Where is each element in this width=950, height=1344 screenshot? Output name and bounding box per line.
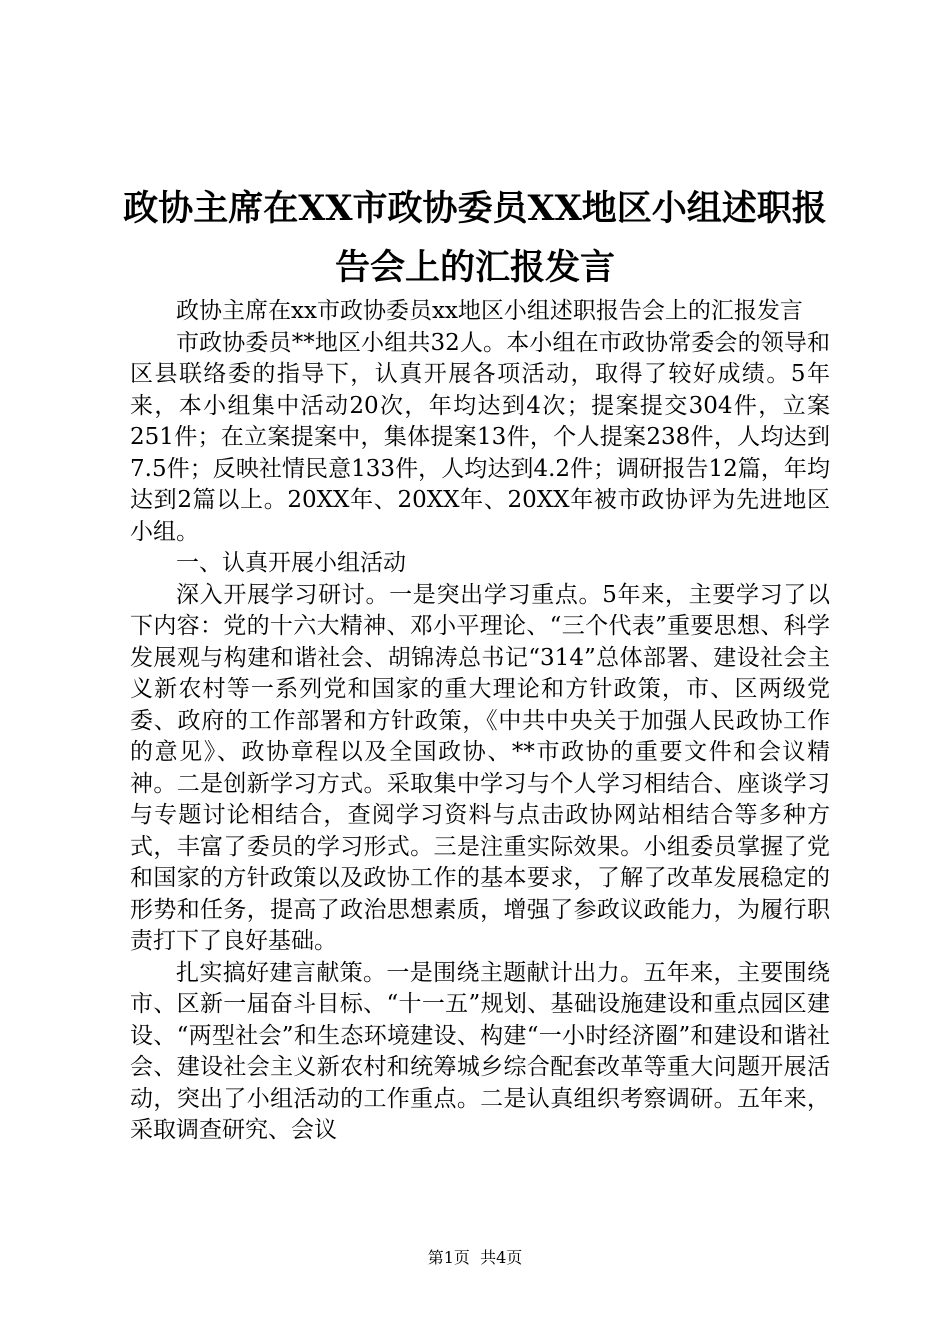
paragraph-subtitle: 政协主席在xx市政协委员xx地区小组述职报告会上的汇报发言	[176, 298, 803, 324]
paragraph-advice: 扎实搞好建言献策。一是围绕主题献计出力。五年来，主要围绕市、区新一届奋斗目标、“十一五”规划、基础设施建设和重点园区建设、“两型社会”和生态环境建设、构建“一小时经济圈”和建设和谐社会、建设社会主义新农村和统筹城乡综合配套改革等重大问题开展活动，突出了小组活动的工作重点。二是认真组织考察调研。五年来，采取调查研究、会议	[130, 959, 830, 1143]
paragraph-intro: 市政协委员**地区小组共32人。本小组在市政协常委会的领导和区县联络委的指导下，认真开展各项活动，取得了较好成绩。5年来，本小组集中活动20次，年均达到4次；提案提交304件，立案251件；在立案提案中，集体提案13件，个人提案238件，人均达到7.5件；反映社情民意133件，人均达到4.2件；调研报告12篇，年均达到2篇以上。20XX年、20XX年、20XX年被市政协评为先进地区小组。	[130, 329, 830, 545]
section-heading-1: 一、认真开展小组活动	[176, 550, 406, 576]
page-footer: 第1页 共4页	[427, 1248, 523, 1267]
document-title-line-2: 告会上的汇报发言	[334, 247, 615, 288]
document-body	[130, 296, 830, 1147]
paragraph-study: 深入开展学习研讨。一是突出学习重点。5年来，主要学习了以下内容：党的十六大精神、邓小平理论、“三个代表”重要思想、科学发展观与构建和谐社会、胡锦涛总书记“314”总体部署、建设社会主义新农村等一系列党和国家的重大理论和方针政策，市、区两级党委、政府的工作部署和方针政策，《中共中央关于加强人民政协工作的意见》、政协章程以及全国政协、**市政协的重要文件和会议精神。二是创新学习方式。采取集中学习与个人学习相结合、座谈学习与专题讨论相结合，查阅学习资料与点击政协网站相结合等多种方式，丰富了委员的学习形式。三是注重实际效果。小组委员掌握了党和国家的方针政策以及政协工作的基本要求，了解了改革发展稳定的形势和任务，提高了政治思想素质，增强了参政议政能力，为履行职责打下了良好基础。	[130, 581, 830, 954]
document-title-line-1: 政协主席在XX市政协委员XX地区小组述职报	[123, 188, 827, 229]
